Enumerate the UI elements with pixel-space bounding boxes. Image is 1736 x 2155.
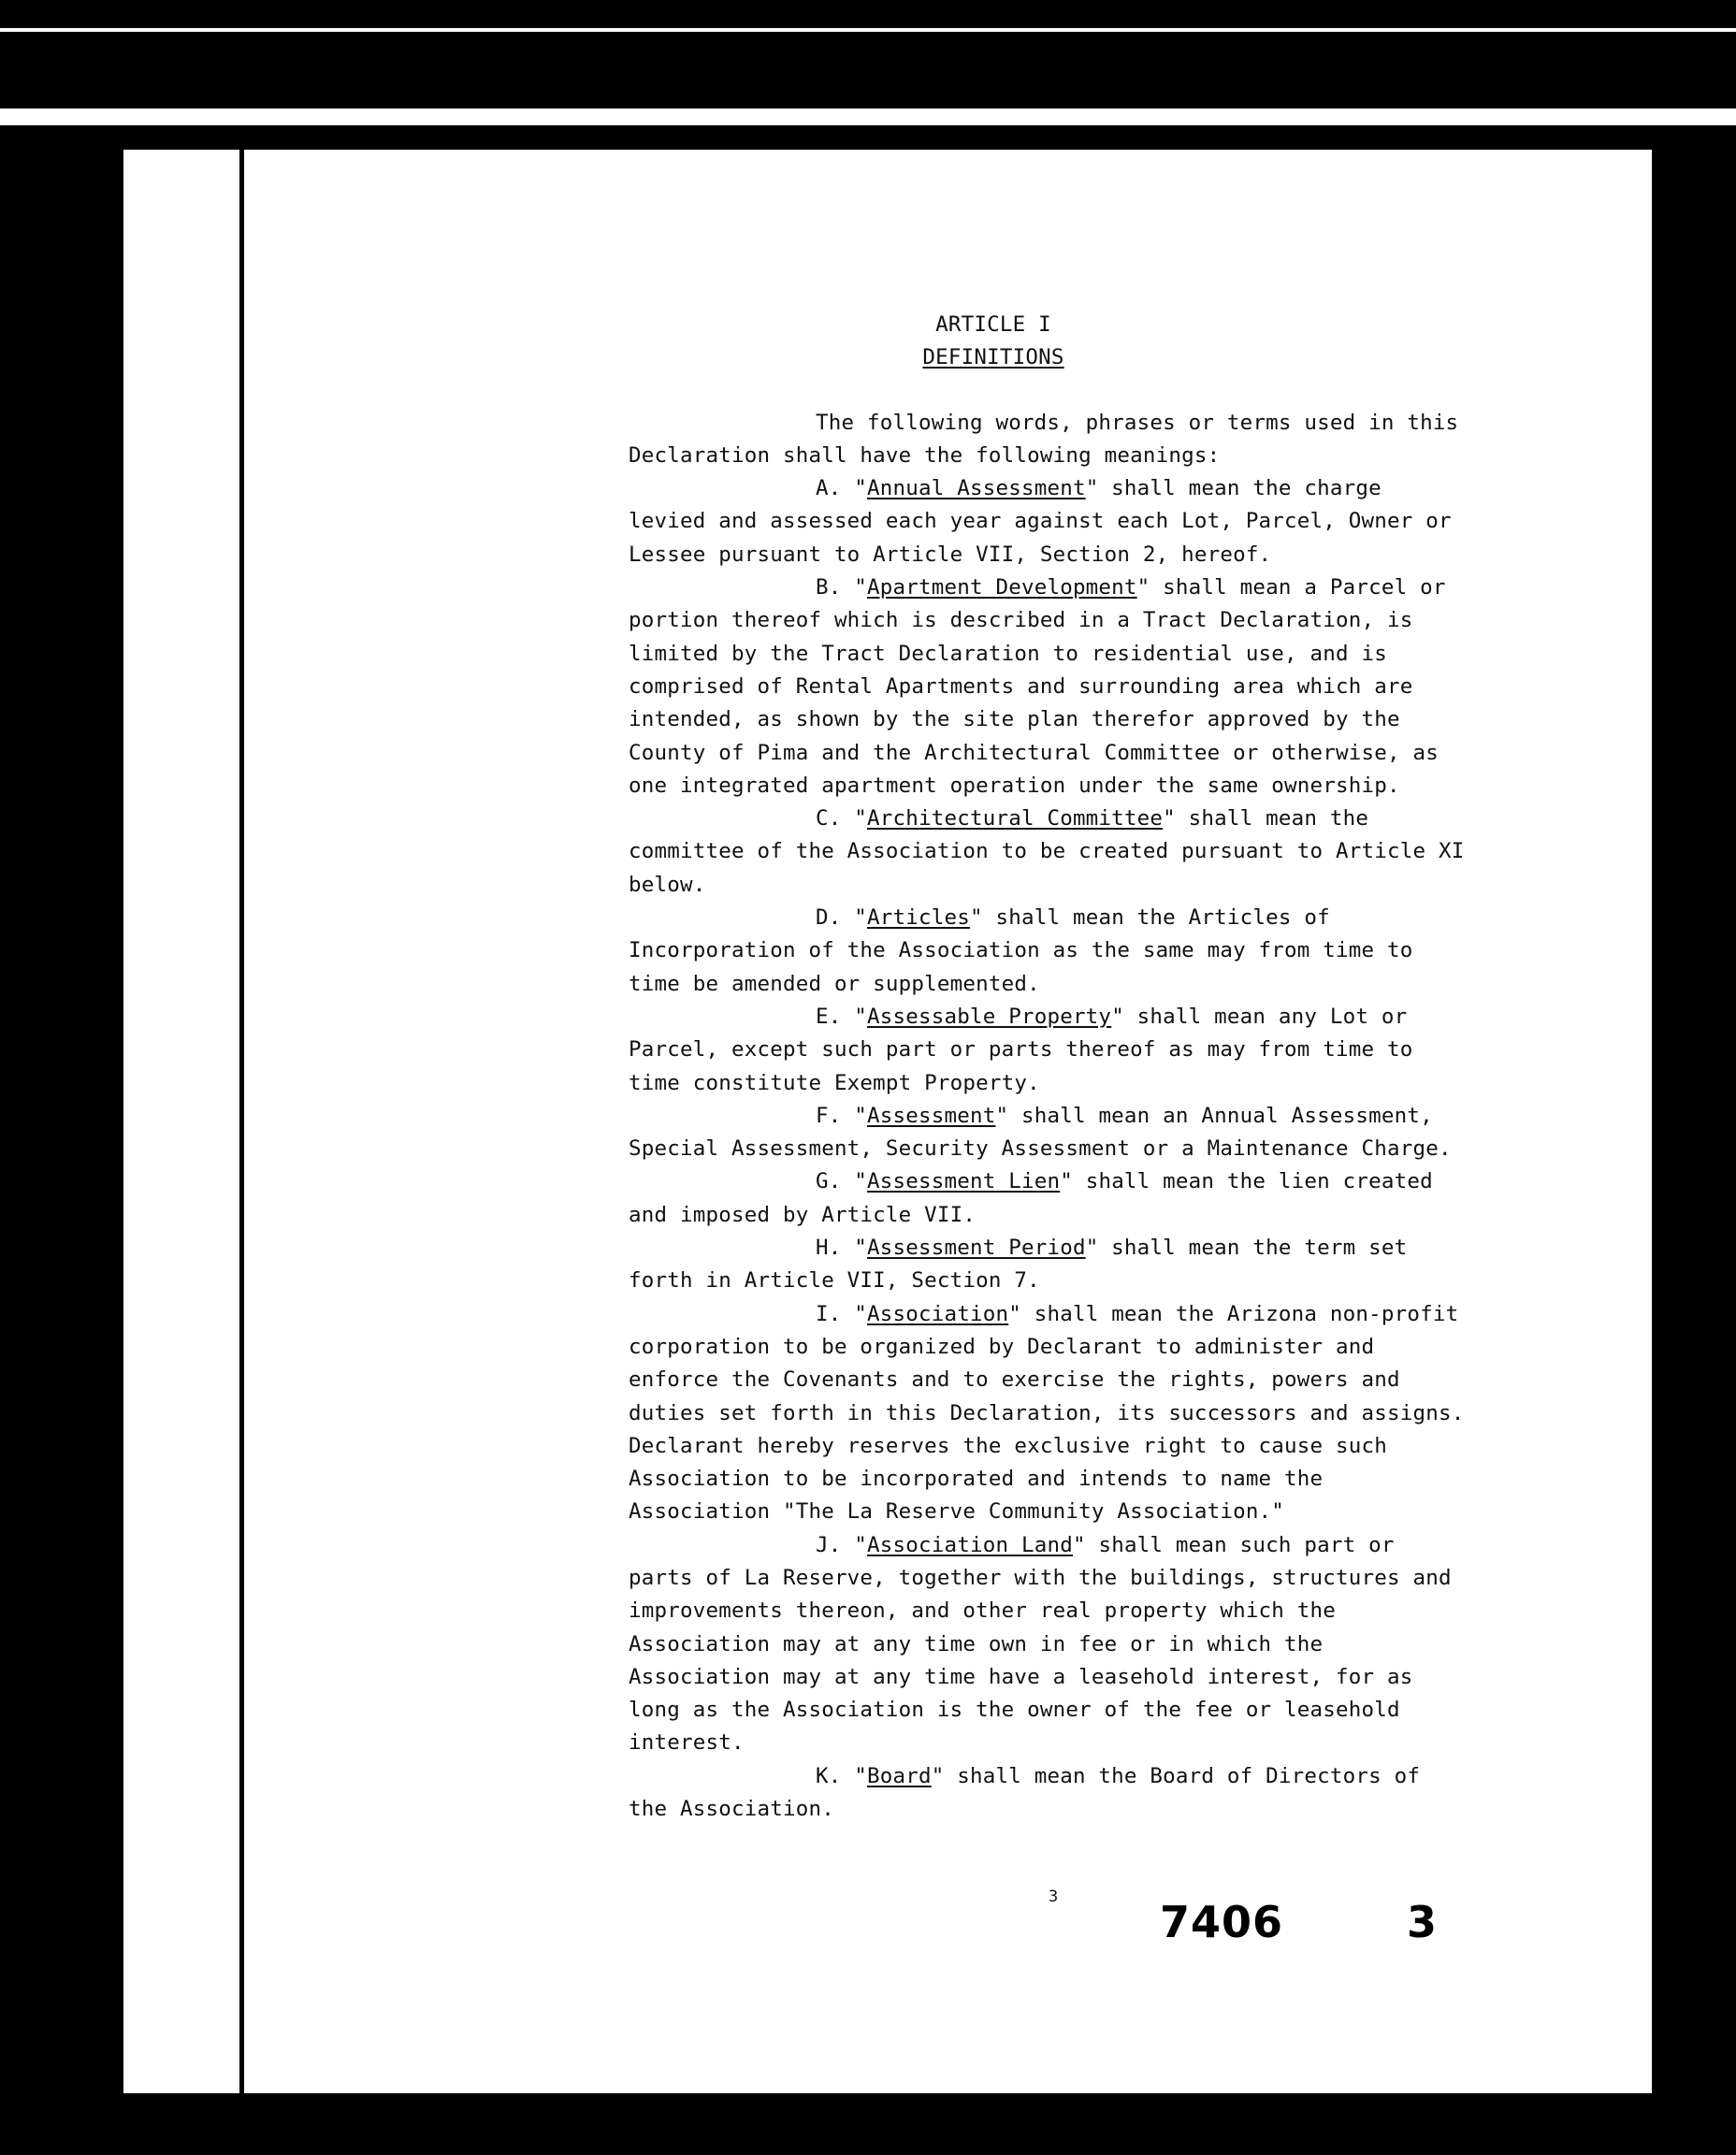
defined-term: Assessable Property <box>867 1004 1112 1029</box>
scan-top-rule <box>0 28 1736 32</box>
line-text: Declarant hereby reserves the exclusive right to cause such <box>629 1433 1388 1458</box>
line-text: time be amended or supplemented. <box>629 971 1040 996</box>
text-line <box>629 1232 1526 1265</box>
defined-term: Assessment <box>867 1103 996 1128</box>
line-text: Parcel, except such part or parts thereof as may from time to <box>629 1037 1413 1063</box>
text-line <box>629 1165 1526 1198</box>
text-line <box>629 1430 1526 1463</box>
definition-letter: A. " <box>816 476 867 501</box>
line-text: County of Pima and the Architectural Committee or otherwise, as <box>629 740 1439 765</box>
line-text: time constitute Exempt Property. <box>629 1070 1040 1095</box>
text-line <box>629 1628 1526 1661</box>
line-text: improvements thereon, and other real property which the <box>629 1598 1337 1624</box>
line-text: " shall mean an Annual Assessment, <box>995 1103 1433 1128</box>
line-text: The following words, phrases or terms used in this <box>816 410 1459 435</box>
text-line <box>629 1793 1526 1826</box>
line-text: corporation to be organized by Declarant to administer and <box>629 1334 1375 1359</box>
line-text: interest. <box>629 1730 745 1756</box>
line-text: Lessee pursuant to Article VII, Section 2, hereof. <box>629 542 1272 567</box>
line-text: below. <box>629 872 706 897</box>
document-page <box>123 150 1652 2093</box>
text-line <box>629 1133 1526 1165</box>
recording-stamp-book: 7406 <box>1160 1897 1284 1947</box>
line-text: intended, as shown by the site plan therefor approved by the <box>629 707 1400 732</box>
line-text: Association "The La Reserve Community Association." <box>629 1499 1285 1525</box>
definition-letter: J. " <box>816 1532 867 1557</box>
definition-letter: K. " <box>816 1763 867 1788</box>
text-line <box>629 1595 1526 1627</box>
line-text: comprised of Rental Apartments and surrounding area which are <box>629 673 1413 699</box>
line-text: Incorporation of the Association as the same may from time to <box>629 938 1413 963</box>
definition-letter: E. " <box>816 1004 867 1029</box>
text-line <box>629 770 1526 803</box>
section-heading <box>778 341 1208 374</box>
line-text: Association to be incorporated and intends to name the <box>629 1467 1324 1492</box>
line-text: the Association. <box>629 1797 834 1822</box>
line-text: portion thereof which is described in a Tract Declaration, is <box>629 608 1413 633</box>
line-text: " shall mean the term set <box>1085 1236 1408 1261</box>
line-text: parts of La Reserve, together with the buildings, structures and <box>629 1565 1452 1590</box>
line-text: duties set forth in this Declaration, its successors and assigns. <box>629 1400 1465 1425</box>
text-line <box>629 1727 1526 1759</box>
text-line <box>629 505 1526 538</box>
text-line <box>629 407 1526 440</box>
line-text: and imposed by Article VII. <box>629 1202 976 1227</box>
text-line <box>629 440 1526 472</box>
text-line <box>629 1463 1526 1496</box>
text-line <box>629 1364 1526 1396</box>
text-line <box>629 1529 1526 1562</box>
line-text: Association may at any time own in fee or in which the <box>629 1631 1324 1656</box>
definition-letter: B. " <box>816 575 867 600</box>
text-line <box>629 737 1526 770</box>
line-text: limited by the Tract Declaration to residential use, and is <box>629 641 1388 666</box>
text-line <box>629 934 1526 967</box>
text-line <box>629 869 1526 902</box>
defined-term: Assessment Lien <box>867 1169 1061 1194</box>
text-line <box>629 1001 1526 1034</box>
defined-term: Assessment Period <box>867 1236 1086 1261</box>
defined-term: Architectural Committee <box>867 806 1164 832</box>
text-line <box>629 703 1526 736</box>
text-line <box>629 604 1526 637</box>
text-line <box>629 1199 1526 1232</box>
article-heading: ARTICLE I <box>935 312 1051 337</box>
binding-line <box>239 150 244 2093</box>
scan-band-rule <box>0 108 1736 125</box>
defined-term: Apartment Development <box>867 575 1137 600</box>
defined-term: Annual Assessment <box>867 476 1086 501</box>
text-line <box>629 803 1526 835</box>
text-line <box>629 1298 1526 1331</box>
definition-letter: H. " <box>816 1236 867 1261</box>
definition-letter: I. " <box>816 1301 867 1326</box>
text-line <box>629 1100 1526 1133</box>
text-line <box>629 539 1526 571</box>
text-line <box>629 1661 1526 1694</box>
definition-letter: F. " <box>816 1103 867 1128</box>
line-text: " shall mean such part or <box>1072 1532 1395 1557</box>
text-line <box>629 1067 1526 1100</box>
line-text: " shall mean the <box>1163 806 1369 832</box>
text-line <box>629 902 1526 934</box>
line-text: Association may at any time have a leasehold interest, for as <box>629 1664 1413 1689</box>
line-text: " shall mean the Arizona non-profit <box>1008 1301 1459 1326</box>
defined-term: Association Land <box>867 1532 1073 1557</box>
line-text: forth in Article VII, Section 7. <box>629 1268 1040 1294</box>
text-line <box>629 1562 1526 1595</box>
text-line <box>629 638 1526 671</box>
line-text: one integrated apartment operation under the same ownership. <box>629 773 1400 798</box>
page-number: 3 <box>1049 1887 1059 1906</box>
definition-letter: C. " <box>816 806 867 832</box>
text-line <box>629 1397 1526 1430</box>
line-text: " shall mean the Articles of <box>969 905 1330 931</box>
text-line <box>629 1694 1526 1727</box>
defined-term: Association <box>867 1301 1009 1326</box>
definitions-text <box>629 407 1526 1827</box>
text-line <box>629 1034 1526 1066</box>
recording-stamp-page: 3 <box>1407 1897 1439 1947</box>
text-line <box>629 472 1526 505</box>
document-body <box>629 309 1526 1826</box>
text-line <box>629 1265 1526 1297</box>
text-line <box>629 835 1526 868</box>
text-line <box>629 571 1526 604</box>
line-text: Declaration shall have the following meanings: <box>629 442 1221 468</box>
line-text: long as the Association is the owner of the fee or leasehold <box>629 1698 1400 1723</box>
line-text: " shall mean the Board of Directors of <box>931 1763 1421 1788</box>
line-text: " shall mean any Lot or <box>1111 1004 1408 1029</box>
text-line <box>629 1331 1526 1364</box>
line-text: " shall mean a Parcel or <box>1136 575 1446 600</box>
line-text: levied and assessed each year against each Lot, Parcel, Owner or <box>629 509 1452 534</box>
text-line <box>629 1496 1526 1528</box>
line-text: Special Assessment, Security Assessment or a Maintenance Charge. <box>629 1136 1452 1162</box>
text-line <box>629 1760 1526 1793</box>
line-text: enforce the Covenants and to exercise the rights, powers and <box>629 1367 1400 1393</box>
line-text: committee of the Association to be created pursuant to Article XI <box>629 839 1465 864</box>
defined-term: Articles <box>867 905 970 931</box>
defined-term: Board <box>867 1763 932 1788</box>
text-line <box>629 671 1526 703</box>
section-heading-text: DEFINITIONS <box>922 345 1064 370</box>
line-text: " shall mean the charge <box>1085 476 1382 501</box>
line-text: " shall mean the lien created <box>1060 1169 1433 1194</box>
definition-letter: G. " <box>816 1169 867 1194</box>
text-line <box>629 968 1526 1001</box>
definition-letter: D. " <box>816 905 867 931</box>
